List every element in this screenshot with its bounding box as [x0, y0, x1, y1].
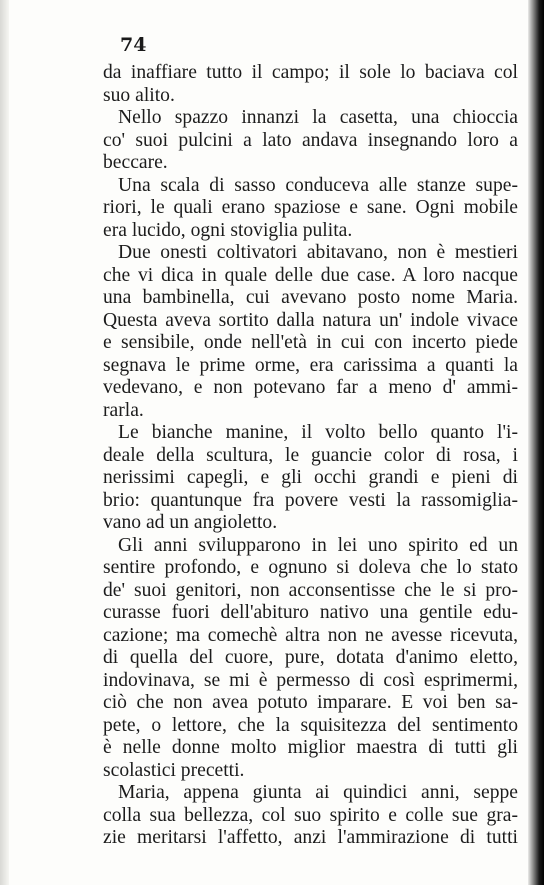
text-line: segnava le prime orme, era carissima a quanti la — [103, 354, 518, 376]
text-line: de' suoi genitori, non acconsentisse che le si pro- — [103, 579, 518, 601]
text-line: cazione; ma comechè altra non ne avesse ricevuta, — [103, 624, 518, 646]
page-left-edge — [0, 0, 9, 885]
text-line: di quella del cuore, pure, dotata d'animo eletto, — [103, 647, 518, 668]
text-line: era lucido, ogni stoviglia pulita. — [103, 219, 353, 241]
text-line: indovinava, se mi è permesso di così esprimermi, — [103, 669, 518, 691]
text-line: Le bianche manine, il volto bello quanto l'i- — [118, 422, 518, 443]
text-line: curasse fuori dell'abituro nativo una gentile edu- — [103, 602, 518, 623]
text-line: e sensibile, onde nell'età in cui con incerto piede — [103, 332, 518, 353]
text-line: che vi dica in quale delle due case. A loro nacque — [103, 264, 518, 286]
text-line: colla sua bellezza, col suo spirito e colle sue gra- — [103, 804, 518, 826]
text-line: riori, le quali erano spaziose e sane. Ogni mobile — [103, 197, 518, 218]
page-right-edge — [528, 0, 544, 885]
text-line: zie meritarsi l'affetto, anzi l'ammirazione di tutti — [103, 827, 518, 848]
text-line: vedevano, e non potevano far a meno d' ammi- — [103, 377, 518, 398]
text-line: ciò che non avea potuto imparare. E voi ben sa- — [103, 692, 518, 713]
text-line: Questa aveva sortito dalla natura un' indole vivace — [103, 309, 518, 331]
text-line: da inaffiare tutto il campo; il sole lo baciava col — [103, 62, 518, 83]
text-line: una bambinella, cui avevano posto nome Maria. — [103, 287, 518, 308]
text-line: scolastici precetti. — [103, 759, 245, 781]
text-line: deale della scultura, le guancie color di rosa, i — [103, 444, 518, 466]
text-line: rarla. — [103, 399, 144, 421]
text-line: sentire profondo, e ognuno si doleva che lo stato — [103, 557, 518, 578]
page-number: 74 — [120, 34, 147, 56]
text-line: pete, o lettore, che la squisitezza del sentimento — [103, 714, 518, 736]
text-line: Una scala di sasso conduceva alle stanze supe- — [118, 174, 518, 196]
text-line: brio: quantunque fra povere vesti la rassomiglia- — [103, 489, 518, 511]
text-line: Nello spazzo innanzi la casetta, una chioccia — [118, 107, 518, 128]
text-line: è nelle donne molto miglior maestra di tutti gli — [103, 737, 518, 758]
body-text — [103, 62, 518, 850]
text-line: beccare. — [103, 152, 168, 173]
text-line: nerissimi capegli, e gli occhi grandi e pieni di — [103, 467, 518, 488]
text-line: suo alito. — [103, 84, 175, 106]
text-line: vano ad un angioletto. — [103, 512, 278, 533]
text-line: Maria, appena giunta ai quindici anni, seppe — [118, 782, 518, 803]
text-line: Due onesti coltivatori abitavano, non è mestieri — [118, 242, 518, 263]
text-line: co' suoi pulcini a lato andava insegnando loro a — [103, 129, 518, 151]
text-line: Gli anni svilupparono in lei uno spirito ed un — [118, 534, 518, 556]
